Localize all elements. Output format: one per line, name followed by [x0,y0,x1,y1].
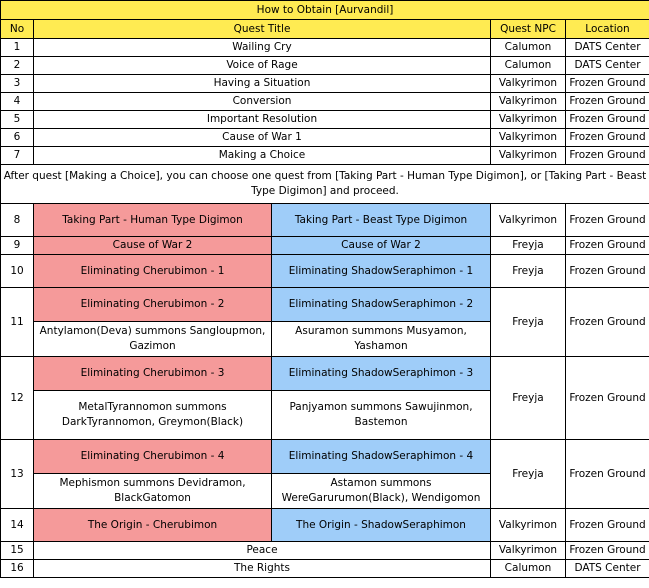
row-no: 12 [1,357,34,440]
header-quest-npc: Quest NPC [491,20,566,39]
table-row [1,288,649,322]
beast-summon-note: Panjyamon summons Sawujinmon, Bastemon [272,391,491,440]
row-quest: Voice of Rage [34,57,491,75]
row-npc: Freyja [491,288,566,357]
beast-quest: Eliminating ShadowSeraphimon - 3 [272,357,491,391]
row-npc: Valkyrimon [491,204,566,237]
row-quest: Peace [34,542,491,560]
human-summon-note: Mephismon summons Devidramon, BlackGatomon [34,474,272,509]
human-quest: Taking Part - Human Type Digimon [34,204,272,237]
row-location: Frozen Ground [566,111,649,129]
beast-quest: The Origin - ShadowSeraphimon [272,509,491,542]
row-location: Frozen Ground [566,147,649,165]
table-row [1,440,649,474]
table-row [1,129,649,147]
table-row [1,93,649,111]
row-location: Frozen Ground [566,129,649,147]
human-quest: Eliminating Cherubimon - 2 [34,288,272,322]
row-no: 7 [1,147,34,165]
beast-summon-note: Astamon summons WereGarurumon(Black), Wendigomon [272,474,491,509]
human-quest: The Origin - Cherubimon [34,509,272,542]
row-no: 4 [1,93,34,111]
row-npc: Calumon [491,560,566,578]
row-location: Frozen Ground [566,255,649,288]
table-row [1,57,649,75]
header-row [1,20,649,39]
row-location: Frozen Ground [566,93,649,111]
row-no: 14 [1,509,34,542]
row-npc: Valkyrimon [491,75,566,93]
table-row [1,147,649,165]
beast-quest: Eliminating ShadowSeraphimon - 2 [272,288,491,322]
row-no: 1 [1,39,34,57]
table-row [1,255,649,288]
row-quest: The Rights [34,560,491,578]
human-quest: Cause of War 2 [34,237,272,255]
row-no: 16 [1,560,34,578]
row-location: Frozen Ground [566,357,649,440]
row-location: Frozen Ground [566,288,649,357]
row-npc: Valkyrimon [491,542,566,560]
row-location: DATS Center [566,57,649,75]
row-no: 11 [1,288,34,357]
row-quest: Wailing Cry [34,39,491,57]
human-quest: Eliminating Cherubimon - 1 [34,255,272,288]
row-no: 5 [1,111,34,129]
row-location: Frozen Ground [566,204,649,237]
row-npc: Valkyrimon [491,147,566,165]
row-no: 3 [1,75,34,93]
table-row [1,204,649,237]
table-row [1,39,649,57]
beast-quest: Cause of War 2 [272,237,491,255]
header-no: No [1,20,34,39]
row-location: Frozen Ground [566,509,649,542]
table-row [1,542,649,560]
row-npc: Calumon [491,39,566,57]
row-npc: Calumon [491,57,566,75]
row-quest: Cause of War 1 [34,129,491,147]
row-no: 10 [1,255,34,288]
beast-quest: Eliminating ShadowSeraphimon - 4 [272,440,491,474]
table-title-row [1,1,649,20]
table-row [1,560,649,578]
header-location: Location [566,20,649,39]
human-quest: Eliminating Cherubimon - 3 [34,357,272,391]
table-title: How to Obtain [Aurvandil] [1,1,649,20]
row-quest: Conversion [34,93,491,111]
branch-note: After quest [Making a Choice], you can choose one quest from [Taking Part - Human Type Digimon], or [Taking Part - Beast Type Digimon] and proceed. [1,165,649,204]
table-row [1,237,649,255]
row-npc: Freyja [491,357,566,440]
table-row [1,509,649,542]
row-quest: Making a Choice [34,147,491,165]
row-npc: Freyja [491,255,566,288]
beast-quest: Eliminating ShadowSeraphimon - 1 [272,255,491,288]
header-quest-title: Quest Title [34,20,491,39]
row-no: 2 [1,57,34,75]
beast-summon-note: Asuramon summons Musyamon, Yashamon [272,322,491,357]
row-location: Frozen Ground [566,237,649,255]
row-location: DATS Center [566,39,649,57]
note-row [1,165,649,204]
human-quest: Eliminating Cherubimon - 4 [34,440,272,474]
row-npc: Freyja [491,440,566,509]
row-npc: Valkyrimon [491,111,566,129]
row-no: 15 [1,542,34,560]
row-npc: Valkyrimon [491,129,566,147]
row-npc: Valkyrimon [491,509,566,542]
row-quest: Having a Situation [34,75,491,93]
human-summon-note: MetalTyrannomon summons DarkTyrannomon, Greymon(Black) [34,391,272,440]
row-no: 6 [1,129,34,147]
table-row [1,357,649,391]
row-location: Frozen Ground [566,440,649,509]
table-row [1,111,649,129]
row-npc: Valkyrimon [491,93,566,111]
row-location: Frozen Ground [566,542,649,560]
row-no: 8 [1,204,34,237]
beast-quest: Taking Part - Beast Type Digimon [272,204,491,237]
row-no: 9 [1,237,34,255]
row-no: 13 [1,440,34,509]
table-row [1,75,649,93]
row-location: DATS Center [566,560,649,578]
row-location: Frozen Ground [566,75,649,93]
human-summon-note: Antylamon(Deva) summons Sangloupmon, Gazimon [34,322,272,357]
row-npc: Freyja [491,237,566,255]
row-quest: Important Resolution [34,111,491,129]
